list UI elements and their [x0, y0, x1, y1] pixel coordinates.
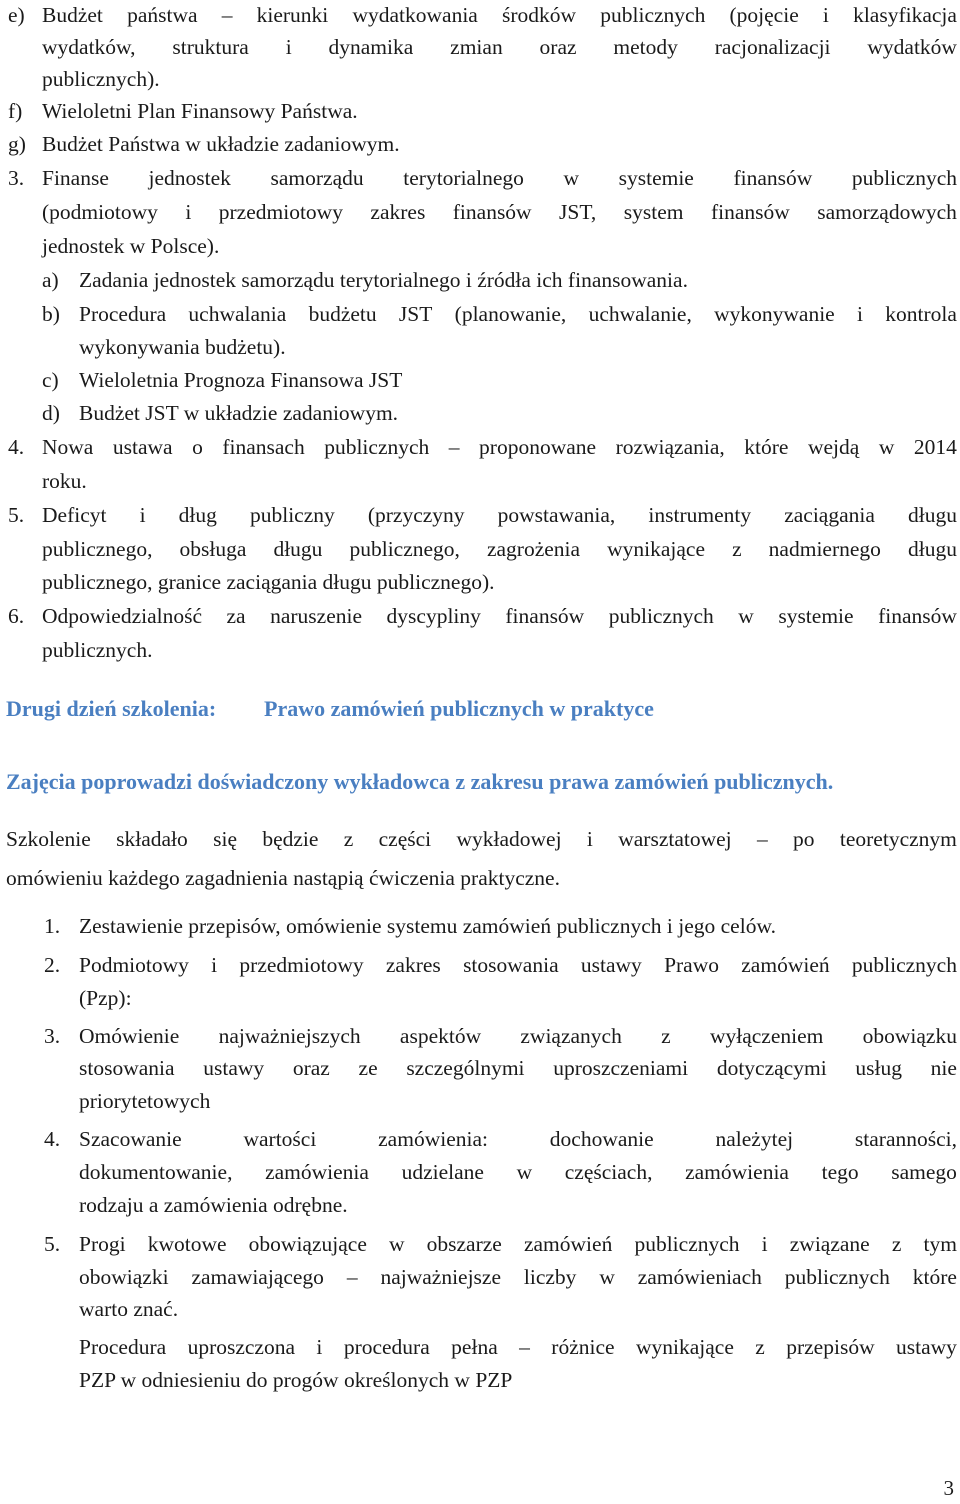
- intro-line-2: omówieniu każdego zagadnienia nastąpią ćwiczenia praktyczne.: [6, 866, 560, 890]
- extra-line-1: Procedura uproszczona i procedura pełna – różnice wynikające z przepisów ustawy: [79, 1335, 957, 1359]
- item-4-line-3: rodzaju a zamówienia odrębne.: [79, 1193, 348, 1217]
- section-4-line-2: roku.: [42, 469, 87, 493]
- item-number: 1.: [44, 914, 61, 938]
- list-marker: c): [42, 368, 59, 392]
- section-3-line-3: jednostek w Polsce).: [42, 234, 220, 258]
- section-4-line-1: Nowa ustawa o finansach publicznych – proponowane rozwiązania, które wejdą w 2014: [42, 435, 957, 459]
- day-label: Drugi dzień szkolenia:: [6, 696, 217, 721]
- item-e-line-3: publicznych).: [42, 67, 160, 91]
- item-number: 2.: [44, 953, 61, 977]
- item-4-line-2: dokumentowanie, zamówienia udzielane w częściach, zamówienia tego samego: [79, 1160, 957, 1184]
- section-5-line-2: publicznego, obsługa długu publicznego, zagrożenia wynikające z nadmiernego długu: [42, 537, 957, 561]
- section-5-line-3: publicznego, granice zaciągania długu publicznego).: [42, 570, 495, 594]
- section-3-line-2: (podmiotowy i przedmiotowy zakres finansów JST, system finansów samorządowych: [42, 200, 957, 224]
- day-title: Prawo zamówień publicznych w praktyce: [264, 696, 654, 721]
- section-6-line-1: Odpowiedzialność za naruszenie dyscypliny finansów publicznych w systemie finansów: [42, 604, 957, 628]
- section-3-line-1: Finanse jednostek samorządu terytorialnego w systemie finansów publicznych: [42, 166, 957, 190]
- item-e-line-2: wydatków, struktura i dynamika zmian oraz metody racjonalizacji wydatków: [42, 35, 957, 59]
- section-6-line-2: publicznych.: [42, 638, 153, 662]
- list-marker: f): [8, 99, 23, 123]
- item-b-line-2: wykonywania budżetu).: [79, 335, 286, 359]
- list-marker: g): [8, 132, 26, 156]
- item-e-line-1: Budżet państwa – kierunki wydatkowania środków publicznych (pojęcie i klasyfikacja: [42, 3, 957, 27]
- list-marker: a): [42, 268, 59, 292]
- item-c-text: Wieloletnia Prognoza Finansowa JST: [79, 368, 403, 392]
- item-2-line-2: (Pzp):: [79, 986, 132, 1010]
- item-f-text: Wieloletni Plan Finansowy Państwa.: [42, 99, 358, 123]
- lecturer-note: Zajęcia poprowadzi doświadczony wykładowca z zakresu prawa zamówień publicznych.: [6, 769, 834, 794]
- item-b-line-1: Procedura uchwalania budżetu JST (planowanie, uchwalanie, wykonywanie i kontrola: [79, 302, 957, 326]
- item-5-line-1: Progi kwotowe obowiązujące w obszarze zamówień publicznych i związane z tym: [79, 1232, 957, 1256]
- item-3-line-1: Omówienie najważniejszych aspektów związanych z wyłączeniem obowiązku: [79, 1024, 957, 1048]
- list-marker: b): [42, 302, 60, 326]
- item-5-line-2: obowiązki zamawiającego – najważniejsze liczby w zamówieniach publicznych które: [79, 1265, 957, 1289]
- section-number: 4.: [8, 435, 25, 459]
- section-number: 5.: [8, 503, 25, 527]
- item-number: 4.: [44, 1127, 61, 1151]
- item-number: 3.: [44, 1024, 61, 1048]
- item-g-text: Budżet Państwa w układzie zadaniowym.: [42, 132, 400, 156]
- item-d-text: Budżet JST w układzie zadaniowym.: [79, 401, 399, 425]
- item-a-text: Zadania jednostek samorządu terytorialnego i źródła ich finansowania.: [79, 268, 688, 292]
- intro-line-1: Szkolenie składało się będzie z części wykładowej i warsztatowej – po teoretycznym: [6, 827, 957, 851]
- item-1-line-1: Zestawienie przepisów, omówienie systemu zamówień publicznych i jego celów.: [79, 914, 776, 938]
- item-2-line-1: Podmiotowy i przedmiotowy zakres stosowania ustawy Prawo zamówień publicznych: [79, 953, 957, 977]
- list-marker: e): [8, 3, 25, 27]
- section-5-line-1: Deficyt i dług publiczny (przyczyny powstawania, instrumenty zaciągania długu: [42, 503, 957, 527]
- extra-line-2: PZP w odniesieniu do progów określonych w PZP: [79, 1368, 513, 1392]
- section-number: 3.: [8, 166, 25, 190]
- item-3-line-2: stosowania ustawy oraz ze szczególnymi uproszczeniami dotyczącymi usług nie: [79, 1056, 957, 1080]
- item-3-line-3: priorytetowych: [79, 1089, 211, 1113]
- list-marker: d): [42, 401, 60, 425]
- section-number: 6.: [8, 604, 25, 628]
- item-5-line-3: warto znać.: [79, 1297, 179, 1321]
- page-number: 3: [943, 1476, 954, 1500]
- item-number: 5.: [44, 1232, 61, 1256]
- item-4-line-1: Szacowanie wartości zamówienia: dochowanie należytej staranności,: [79, 1127, 957, 1151]
